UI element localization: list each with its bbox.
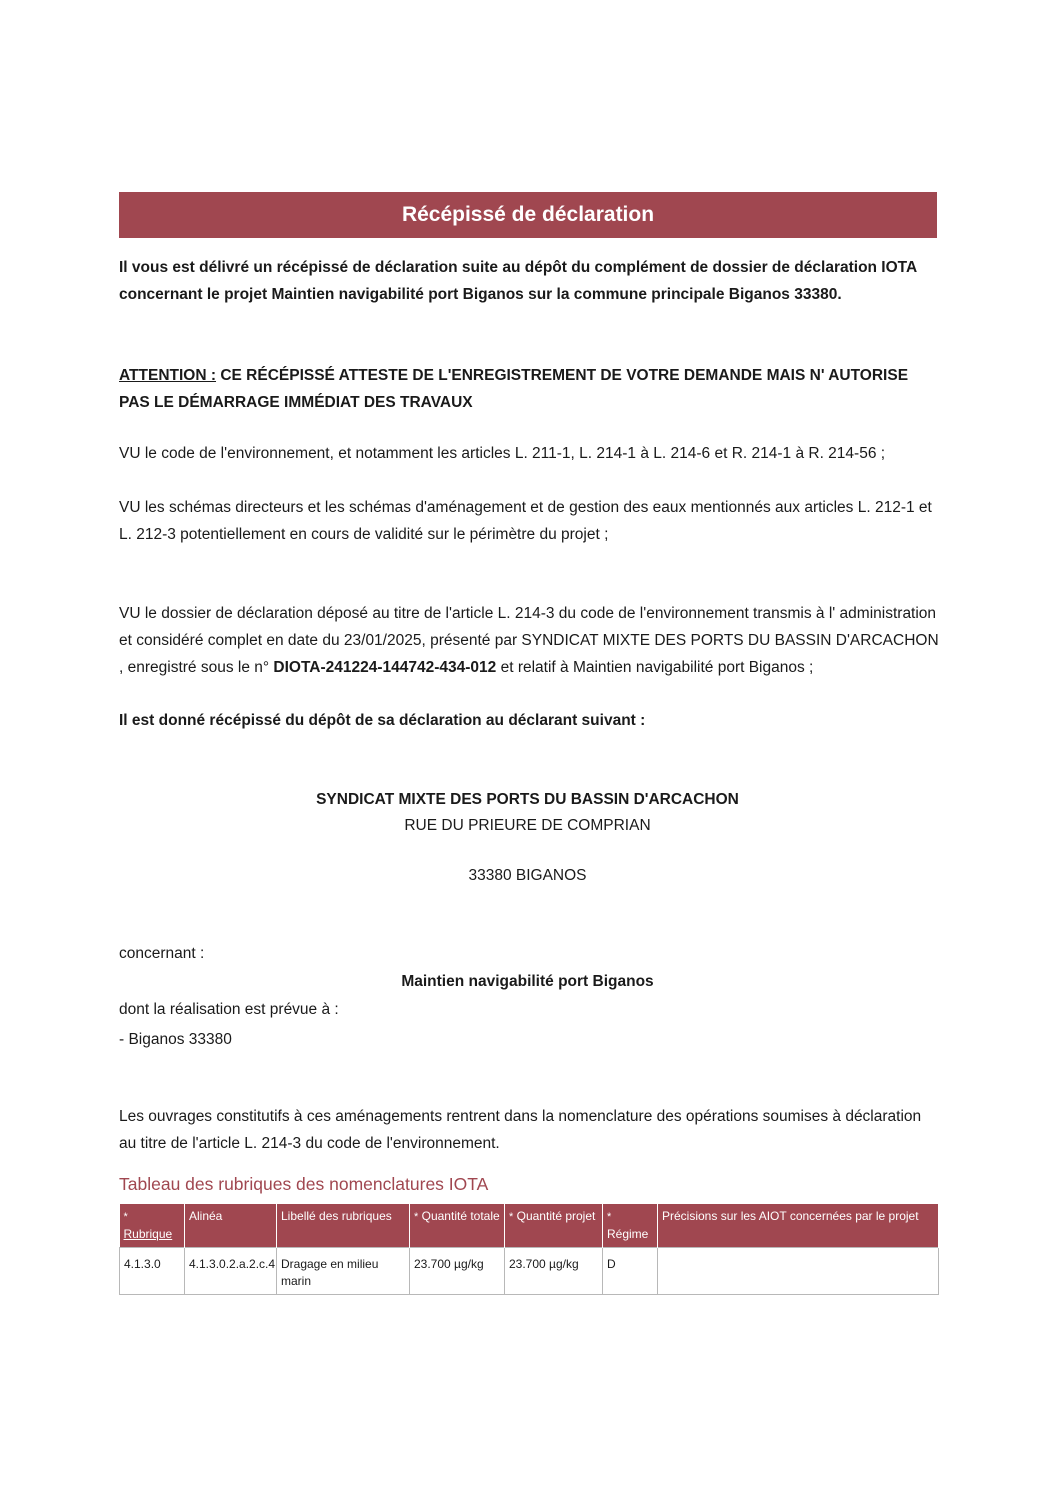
- vu-code-environnement: VU le code de l'environnement, et notamment les articles L. 211-1, L. 214-1 à L. 214-6 et R. 214-1 à R. 214-56 ;: [119, 445, 886, 462]
- vu-dossier-text: VU le dossier de déclaration déposé au titre de l'article L. 214-3 du code de l'environnement transmis à l' administration et considéré complet en date du 23/01/2025, présenté par SYNDICAT MIXTE DES PORTS DU BASSIN D'ARCACHON , enregistré sous le n°: [119, 605, 939, 676]
- receipt-title: Récépissé de déclaration: [401, 203, 655, 226]
- intro-paragraph: Il vous est délivré un récépissé de déclaration suite au dépôt du complément de dossier de déclaration IOTA concernant le projet Maintien navigabilité port Biganos sur la commune principale Biganos 33380.: [119, 259, 917, 303]
- header-quantite-totale: * Quantité totale: [410, 1204, 505, 1248]
- header-libelle: Libellé des rubriques: [277, 1204, 410, 1248]
- cell-quantite-projet: 23.700 µg/kg: [505, 1248, 603, 1295]
- vu-dossier: [119, 600, 939, 681]
- cell-libelle: Dragage en milieu marin: [277, 1248, 410, 1295]
- attention-text: CE RÉCÉPISSÉ ATTESTE DE L'ENREGISTREMENT DE VOTRE DEMANDE MAIS N' AUTORISE PAS LE DÉMARRAGE IMMÉDIAT DES TRAVAUX: [119, 367, 909, 411]
- given-statement: Il est donné récépissé du dépôt de sa déclaration au déclarant suivant :: [119, 712, 646, 729]
- declarant-street: RUE DU PRIEURE DE COMPRIAN: [404, 817, 651, 834]
- declarant-name: SYNDICAT MIXTE DES PORTS DU BASSIN D'ARCACHON: [316, 791, 739, 808]
- location-label: dont la réalisation est prévue à :: [119, 1001, 339, 1018]
- works-paragraph: Les ouvrages constitutifs à ces aménagements rentrent dans la nomenclature des opérations soumises à déclaration au titre de l'article L. 214-3 du code de l'environnement.: [119, 1108, 922, 1152]
- table-row: [120, 1248, 939, 1295]
- cell-regime: D: [603, 1248, 658, 1295]
- header-quantite-projet: * Quantité projet: [505, 1204, 603, 1248]
- attention-paragraph: [119, 362, 939, 416]
- project-name: Maintien navigabilité port Biganos: [401, 973, 654, 990]
- cell-alinea: 4.1.3.0.2.a.2.c.4: [185, 1248, 277, 1295]
- receipt-banner: [119, 192, 937, 238]
- header-regime: * Régime: [603, 1204, 658, 1248]
- declarant-city: 33380 BIGANOS: [468, 867, 587, 884]
- iota-table: [119, 1204, 939, 1295]
- header-rubrique: * Rubrique: [120, 1204, 185, 1248]
- cell-precisions: [658, 1248, 939, 1295]
- table-title: Tableau des rubriques des nomenclatures IOTA: [119, 1174, 489, 1194]
- vu-schemas: VU les schémas directeurs et les schémas d'aménagement et de gestion des eaux mentionnés aux articles L. 212-1 et L. 212-3 potentiellement en cours de validité sur le périmètre du projet ;: [119, 499, 932, 543]
- cell-rubrique: 4.1.3.0: [120, 1248, 185, 1295]
- concerning-label: concernant :: [119, 945, 205, 962]
- cell-quantite-totale: 23.700 µg/kg: [410, 1248, 505, 1295]
- vu-dossier-end: et relatif à Maintien navigabilité port Biganos ;: [496, 659, 814, 676]
- header-alinea: Alinéa: [185, 1204, 277, 1248]
- location-item: - Biganos 33380: [119, 1031, 232, 1048]
- attention-label: ATTENTION :: [119, 367, 217, 384]
- table-header-row: [120, 1204, 939, 1248]
- header-precisions: Précisions sur les AIOT concernées par le projet: [658, 1204, 939, 1248]
- dossier-number: DIOTA-241224-144742-434-012: [273, 659, 497, 676]
